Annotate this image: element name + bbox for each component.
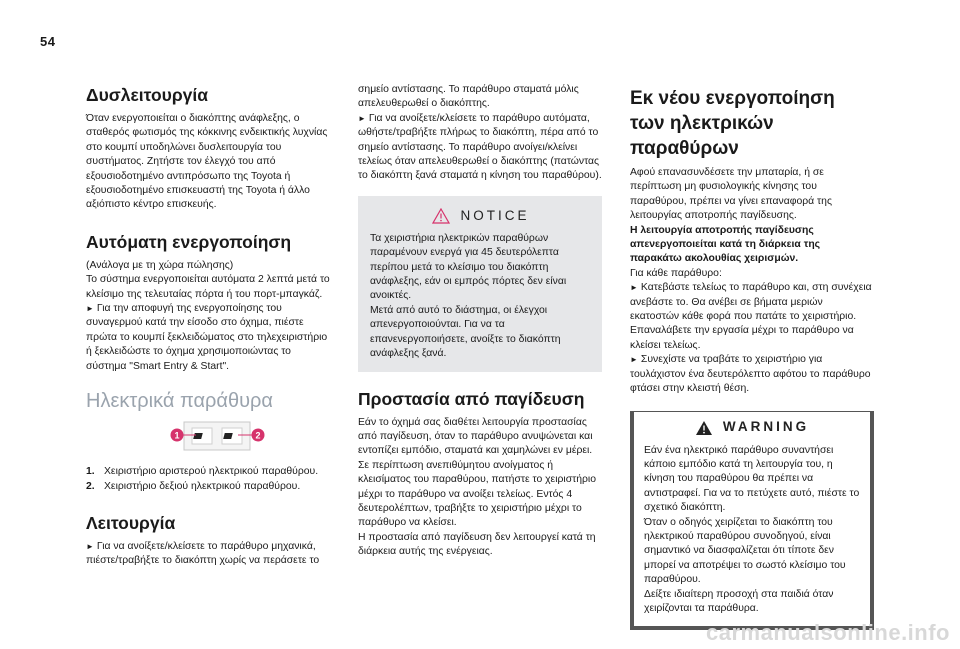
column-left	[86, 84, 330, 569]
column-middle	[358, 83, 602, 560]
reactivation-bullet-2: ► Συνεχίστε να τραβάτε το χειριστήριο για τουλάχιστον ένα δευτερόλεπτο αφότου το παράθυρο φτάσει στην κλειστή θέση.	[630, 354, 871, 395]
arrow-right-icon: ►	[358, 113, 366, 123]
heading-anti-pinch: Προστασία από παγίδευση	[358, 388, 585, 409]
auto-operation-bullet: ► Για να ανοίξετε/κλείσετε το παράθυρο αυτόματα, ωθήστε/τραβήξτε πλήρως το διακόπτη, πέρα από το σημείο αντίστασης. Το παράθυρο ανοίγει/κλείνει τελείως όταν απελευθερωθεί ο διακόπτης (πατώντας το διακόπτη ξανά σταματά η κίνηση του παραθύρου).	[358, 112, 602, 182]
list-item: 2. Χειριστήριο δεξιού ηλεκτρικού παραθύρου.	[86, 480, 301, 492]
notice-title: NOTICE	[460, 207, 530, 223]
window-switch-figure	[170, 421, 266, 451]
arrow-right-icon: ►	[86, 304, 94, 314]
arrow-right-icon: ►	[630, 283, 638, 293]
heading-operation: Λειτουργία	[86, 512, 176, 533]
warning-triangle-icon	[695, 420, 713, 436]
reactivation-bold: Η λειτουργία αποτροπής παγίδευσης απενεργοποιείται κατά τη διάρκεια της παρακάτω ακολουθίας χειρισμών.	[630, 224, 821, 265]
anti-pinch-text: Εάν το όχημά σας διαθέτει λειτουργία προστασίας από παγίδευση, όταν το παράθυρο ανυψώνεται και εντοπίζει εμπόδιο, σταματά και χαμηλώνει εν μέρει. Σε περίπτωση ανεπιθύμητου ανοίγματος ή κλεισίματος του παραθύρου, πατήστε το χειριστήριο μέχρι το παράθυρο να ανοίξει τελείως. Εντός 4 δευτερολέπτων, τραβήξτε το χειριστήριο μέχρι το παράθυρο να κλείσει. Η προστασία από παγίδευση δεν λειτουργεί κατά τη διάρκεια αυτής της ενέργειας.	[358, 416, 597, 558]
heading-reactivation: Εκ νέου ενεργοποίηση των ηλεκτρικών παραθύρων	[630, 88, 835, 159]
auto-activation-text: (Ανάλογα με τη χώρα πώλησης) Το σύστημα ενεργοποιείται αυτόματα 2 λεπτά μετά το κλείσιμο της τελευταίας πόρτα ή του πορτ-μπαγκάζ.	[86, 259, 330, 300]
malfunction-text: Όταν ενεργοποιείται ο διακόπτης ανάφλεξης, ο σταθερός φωτισμός της κόκκινης ενδεικτικής λυχνίας στο κουμπί υποδηλώνει δυσλειτουργία του συστήματος. Ζητήστε τον έλεγχό του από εξουσιοδοτημένο αντιπρόσωπο της Toyota ή εξουσιοδοτημένο επισκευαστή της Toyota ή άλλο αξιόπιστο κέντρο επισκευής.	[86, 113, 328, 211]
heading-auto-activation: Αυτόματη ενεργοποίηση	[86, 231, 292, 252]
watermark: carmanualsonline.info	[706, 620, 950, 645]
notice-text: Τα χειριστήρια ηλεκτρικών παραθύρων παραμένουν ενεργά για 45 δευτερόλεπτα περίπου μετά το κλείσιμο του διακόπτη ανάφλεξης, εάν οι εμπρός πόρτες δεν είναι ανοικτές. Μετά από αυτό το διάστημα, οι έλεγχοι απενεργοποιούνται. Για να τα επανενεργοποιήσετε, ανοίξτε το διακόπτη ανάφλεξης ξανά.	[370, 232, 567, 360]
auto-activation-bullet: ► Για την αποφυγή της ενεργοποίησης του συναγερμού κατά την είσοδο στο όχημα, πιέστε πρώτα το κουμπί ξεκλειδώματος στο τηλεχειριστήριο ή ξεκλειδώστε το όχημα χρησιμοποιώντας το σύστημα "Smart Entry & Start".	[86, 303, 328, 372]
each-window-label: Για κάθε παράθυρο:	[630, 267, 722, 279]
reactivation-intro: Αφού επανασυνδέσετε την μπαταρία, ή σε περίπτωση μη φυσιολογικής κίνησης του παραθύρου, πρέπει να γίνει επαναφορά της λειτουργίας αποτροπής παγίδευσης.	[630, 167, 832, 222]
warning-box	[630, 411, 874, 631]
heading-power-windows: Ηλεκτρικά παράθυρα	[86, 390, 273, 413]
reactivation-bullet-1: ► Κατεβάστε τελείως το παράθυρο και, στη συνέχεια ανεβάστε το. Θα ανέβει σε βήματα μεριών εκατοστών κάθε φορά που πατάτε το χειριστήριο. Επαναλάβετε την εργασία μέχρι το παράθυρο να κλείσει τελείως.	[630, 282, 872, 351]
arrow-right-icon: ►	[86, 541, 94, 551]
page-number: 54	[40, 34, 56, 49]
warning-text: Εάν ένα ηλεκτρικό παράθυρο συναντήσει κάποιο εμπόδιο κατά τη λειτουργία του, η κίνηση του παραθύρου θα πρέπει να αντιστραφεί. Για να το πετύχετε αυτό, πιέστε το σχετικό διακόπτη. Όταν ο οδηγός χειρίζεται το διακόπτη του ηλεκτρικού παραθύρου συνοδηγού, είναι σημαντικό να διασφαλίζεται ότι τίποτε δεν μπορεί να αποτρέψει το σωστό κλείσιμο του παραθύρου. Δείξτε ιδιαίτερη προσοχή στα παιδιά όταν χειρίζονται τα παράθυρα.	[644, 444, 860, 614]
warning-title: WARNING	[722, 419, 810, 435]
list-item: 1. Χειριστήριο αριστερού ηλεκτρικού παραθύρου.	[86, 466, 319, 478]
arrow-right-icon: ►	[630, 355, 638, 365]
operation-continued: σημείο αντίστασης. Το παράθυρο σταματά μόλις απελευθερωθεί ο διακόπτης.	[358, 84, 579, 110]
column-right	[630, 86, 874, 630]
warning-triangle-icon	[432, 208, 450, 224]
callout-1: 1	[174, 430, 180, 441]
notice-box	[358, 196, 602, 372]
callout-2: 2	[255, 430, 261, 441]
heading-malfunction: Δυσλειτουργία	[86, 85, 209, 105]
operation-bullet: ► Για να ανοίξετε/κλείσετε το παράθυρο μηχανικά, πιέστε/τραβήξτε το διακόπτη χωρίς να περάσετε το	[86, 540, 320, 567]
